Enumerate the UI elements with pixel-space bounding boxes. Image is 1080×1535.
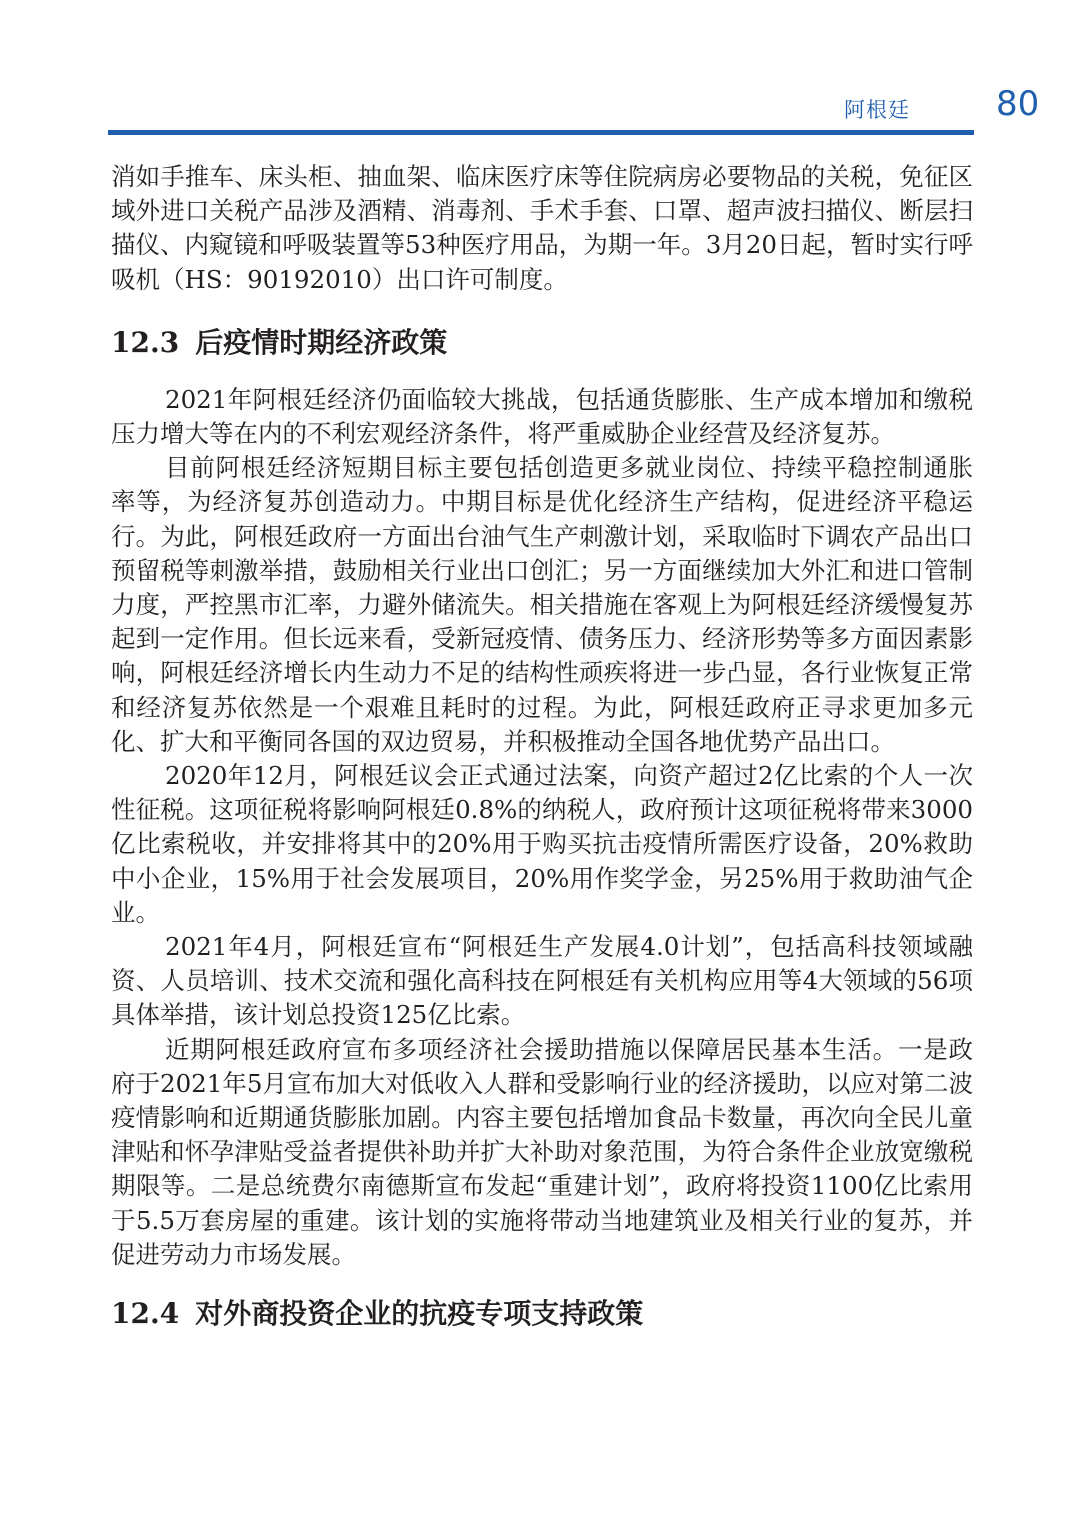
section-number: 12.4	[111, 1297, 180, 1331]
page-number: 80	[996, 84, 1040, 124]
paragraph: 目前阿根廷经济短期目标主要包括创造更多就业岗位、持续平稳控制通胀率等，为经济复苏创造动力。中期目标是优化经济生产结构，促进经济平稳运行。为此，阿根廷政府一方面出台油气生产刺激计划，采取临时下调农产品出口预留税等刺激举措，鼓励相关行业出口创汇；另一方面继续加大外汇和进口管制力度，严控黑市汇率，力避外储流失。相关措施在客观上为阿根廷经济缓慢复苏起到一定作用。但长远来看，受新冠疫情、债务压力、经济形势等多方面因素影响，阿根廷经济增长内生动力不足的结构性顽疾将进一步凸显，各行业恢复正常和经济复苏依然是一个艰难且耗时的过程。为此，阿根廷政府正寻求更加多元化、扩大和平衡同各国的双边贸易，并积极推动全国各地优势产品出口。	[111, 453, 973, 756]
paragraph: 2021年阿根廷经济仍面临较大挑战，包括通货膨胀、生产成本增加和缴税压力增大等在内的不利宏观经济条件，将严重威胁企业经营及经济复苏。	[111, 384, 973, 449]
paragraph: 2021年4月，阿根廷宣布“阿根廷生产发展4.0计划”，包括高科技领域融资、人员培训、技术交流和强化高科技在阿根廷有关机构应用等4大领域的56项具体举措，该计划总投资125亿比索。	[111, 932, 973, 1030]
page-body	[111, 160, 973, 1334]
header-rule	[108, 130, 974, 135]
section-heading-12-3	[111, 323, 973, 363]
paragraph: 2020年12月，阿根廷议会正式通过法案，向资产超过2亿比索的个人一次性征税。这项征税将影响阿根廷0.8%的纳税人，政府预计这项征税将带来3000亿比索税收，并安排将其中的20%用于购买抗击疫情所需医疗设备，20%救助中小企业，15%用于社会发展项目，20%用作奖学金，另25%用于救助油气企业。	[111, 761, 973, 927]
section-number: 12.3	[111, 325, 180, 359]
section-title: 后疫情时期经济政策	[195, 325, 448, 359]
page-header	[108, 84, 1040, 126]
section-heading-12-4	[111, 1294, 973, 1334]
section-title: 对外商投资企业的抗疫专项支持政策	[195, 1297, 644, 1331]
running-header-title: 阿根廷	[844, 98, 910, 122]
continuation-paragraph: 消如手推车、床头柜、抽血架、临床医疗床等住院病房必要物品的关税，免征区域外进口关税产品涉及酒精、消毒剂、手术手套、口罩、超声波扫描仪、断层扫描仪、内窥镜和呼吸装置等53种医疗用品，为期一年。3月20日起，暂时实行呼吸机（HS：90192010）出口许可制度。	[111, 162, 973, 294]
paragraph: 近期阿根廷政府宣布多项经济社会援助措施以保障居民基本生活。一是政府于2021年5月宣布加大对低收入人群和受影响行业的经济援助，以应对第二波疫情影响和近期通货膨胀加剧。内容主要包括增加食品卡数量，再次向全民儿童津贴和怀孕津贴受益者提供补助并扩大补助对象范围，为符合条件企业放宽缴税期限等。二是总统费尔南德斯宣布发起“重建计划”，政府将投资1100亿比索用于5.5万套房屋的重建。该计划的实施将带动当地建筑业及相关行业的复苏，并促进劳动力市场发展。	[111, 1034, 973, 1269]
